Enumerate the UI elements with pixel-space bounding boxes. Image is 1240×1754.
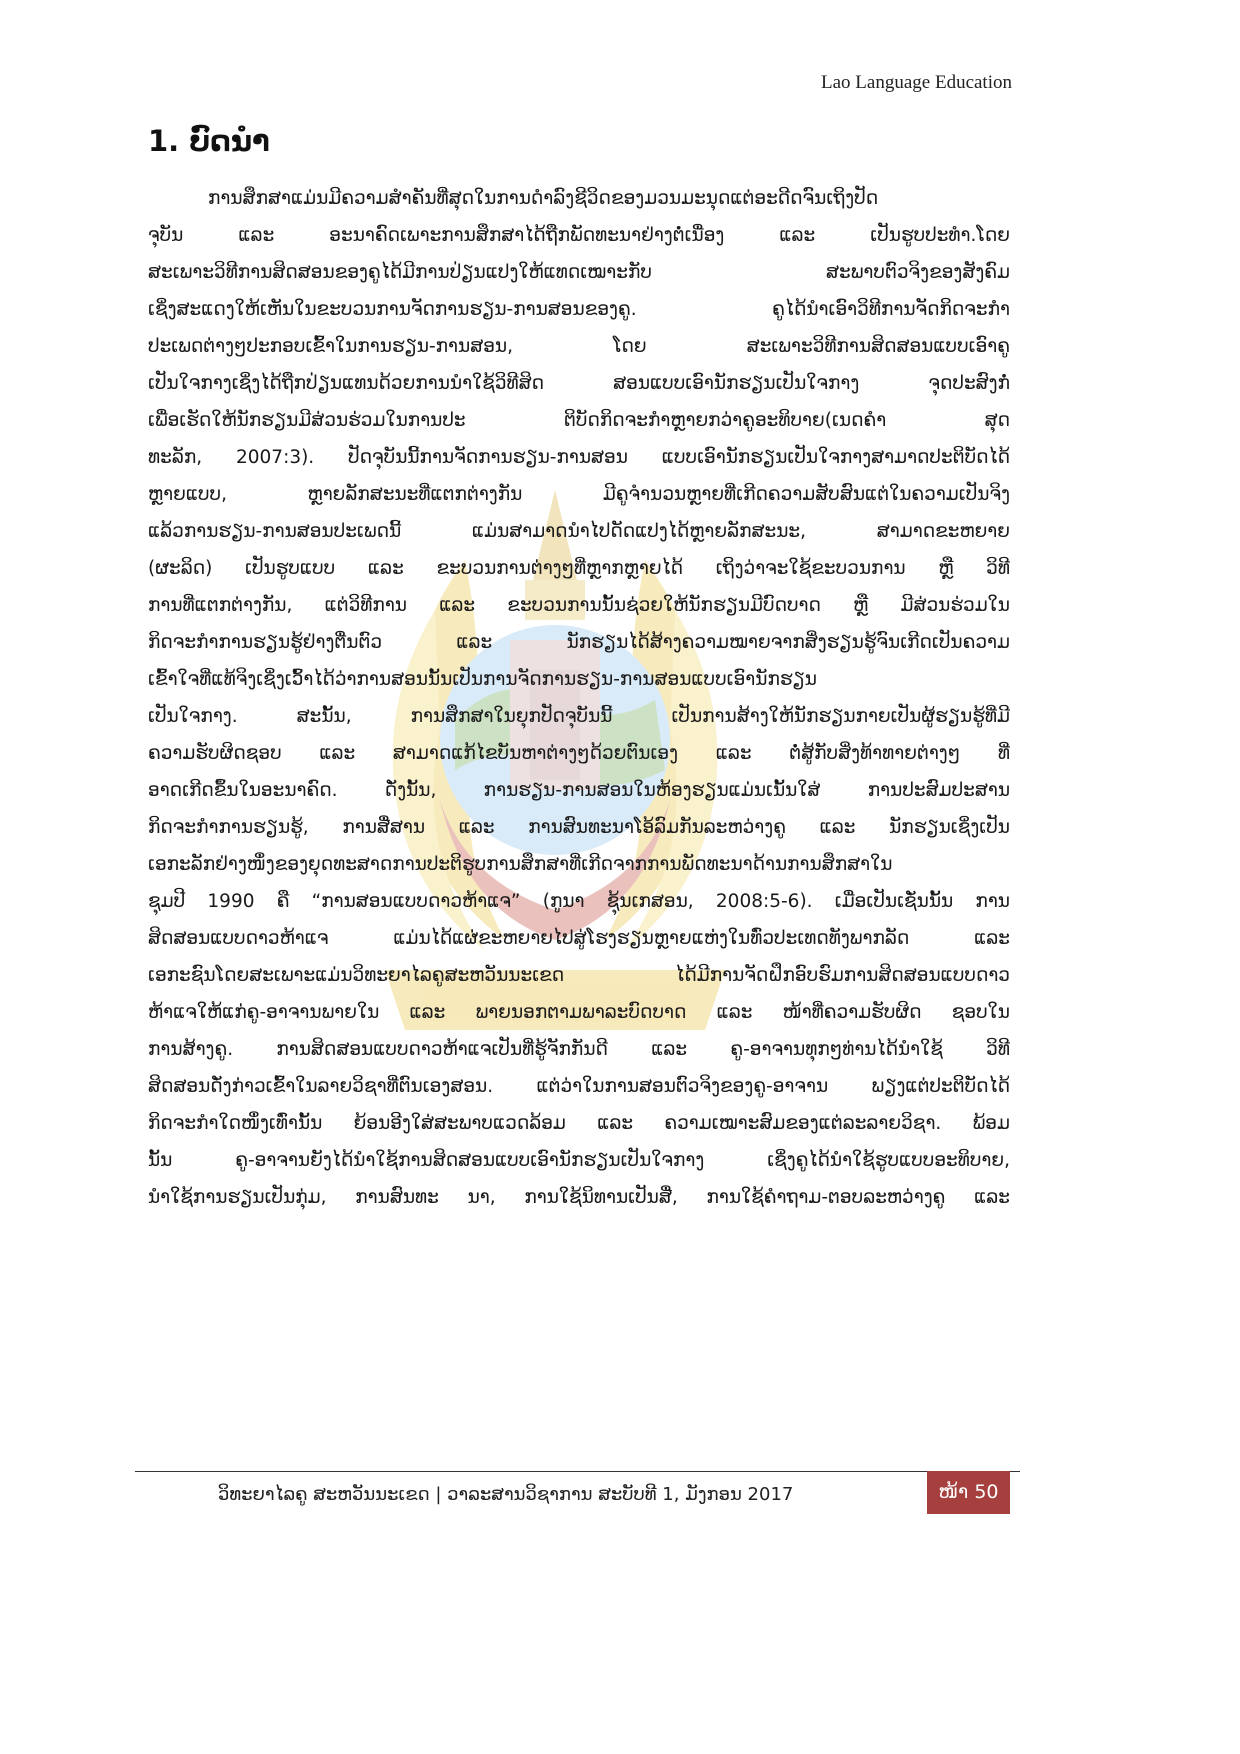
text-line: ຫຼາຍແບບ, ຫຼາຍລັກສະນະທີ່ແຕກຕ່າງກັນ ມີຄູຈຳນວນຫຼາຍທີ່ເກີດຄວາມສັບສົນແຕ່ໃນຄວາມເປັນຈິງ [148,484,1010,505]
text-line: ເປັນໃຈກາງ. ສະນັ້ນ, ການສຶກສາໃນຍຸກປັດຈຸບັນນີ້ ເປັນການສ້າງໃຫ້ນັກຮຽນກາຍເປັນຜູ້ຮຽນຮູ້ທີ່ມີ [148,706,1010,727]
text-line: ການສ້າງຄູ. ການສິດສອນແບບດາວຫ້າແຈເປັນທີ່ຮູ້ຈັກກັນດີ ແລະ ຄູ-ອາຈານທຸກໆທ່ານໄດ້ນຳໃຊ້ ວິທີ [148,1039,1010,1060]
text-line: ຄວາມຮັບຜິດຊອບ ແລະ ສາມາດແກ້ໄຂບັນຫາຕ່າງໆດ້ວຍຕົນເອງ ແລະ ຕໍ່ສູ້ກັບສິ່ງທ້າທາຍຕ່າງໆ ທີ່ [148,743,1010,764]
text-line: ແລ້ວການຮຽນ-ການສອນປະເພດນີ້ ແມ່ນສາມາດນຳໄປດັດແປງໄດ້ຫຼາຍລັກສະນະ, ສາມາດຂະຫຍາຍ [148,521,1010,542]
text-line: ອາດເກີດຂຶ້ນໃນອະນາຄົດ. ດັ່ງນັ້ນ, ການຮຽນ-ການສອນໃນຫ້ອງຮຽນແມ່ນເນັ້ນໃສ່ ການປະສົມປະສານ [148,780,1010,801]
text-line: ກິດຈະກຳການຮຽນຮູ້ຢ່າງຕື່ນຕົວ ແລະ ນັກຮຽນໄດ້ສ້າງຄວາມໝາຍຈາກສິ່ງຮຽນຮູ້ຈົນເກີດເປັນຄວາມ [148,632,1010,653]
page-number-badge: ໜ້າ 50 [927,1471,1010,1514]
text-line: ປະເພດຕ່າງໆປະກອບເຂົ້າໃນການຮຽນ-ການສອນ, ໂດຍ ສະເພາະວິທີການສິດສອນແບບເອົາຄູ [148,336,1010,357]
body-paragraph [148,180,1010,1216]
footer-divider [135,1471,1020,1472]
text-line: ທະລັກ, 2007:3). ປັດຈຸບັນນີ້ການຈັດການຮຽນ-ການສອນ ແບບເອົານັກຮຽນເປັນໃຈກາງສາມາດປະຕິບັດໄດ້ [148,447,1010,468]
text-line: ຊຸມປີ 1990 ຄື “ການສອນແບບດາວຫ້າແຈ” (ກູນາ ຊຸ້ນເກສອນ, 2008:5-6). ເມື່ອເປັນເຊັ່ນນັ້ນ ການ [148,891,1010,912]
text-line: ສິດສອນດັ່ງກ່າວເຂົ້າໃນລາຍວິຊາທີ່ຕົນເອງສອນ. ແຕ່ວ່າໃນການສອນຕົວຈິງຂອງຄູ-ອາຈານ ພຽງແຕ່ປະຕິບັດໄດ້ [148,1076,1010,1097]
section-title: 1. ບົດນຳ [148,124,270,158]
text-line: (ຜະລິດ) ເປັນຮູບແບບ ແລະ ຂະບວນການຕ່າງໆທີ່ຫຼາກຫຼາຍໄດ້ ເຖິງວ່າຈະໃຊ້ຂະບວນການ ຫຼື ວິທີ [148,558,1010,579]
text-line: ນຳໃຊ້ການຮຽນເປັນກຸ່ມ, ການສົນທະ ນາ, ການໃຊ້ນິທານເປັນສື່, ການໃຊ້ຄຳຖາມ-ຕອບລະຫວ່າງຄູ ແລະ [148,1187,1010,1208]
text-line: ນັ້ນ ຄູ-ອາຈານຍັງໄດ້ນຳໃຊ້ການສິດສອນແບບເອົານັກຮຽນເປັນໃຈກາງ ເຊິ່ງຄູໄດ້ນຳໃຊ້ຮູບແບບອະທິບາຍ, [148,1150,1010,1171]
running-header: Lao Language Education [821,72,1012,93]
text-line: ເຊິ່ງສະແດງໃຫ້ເຫັນໃນຂະບວນການຈັດການຮຽນ-ການສອນຂອງຄູ. ຄູໄດ້ນຳເອົາວິທີການຈັດກິດຈະກຳ [148,299,1010,320]
text-line: ການທີ່ແຕກຕ່າງກັນ, ແຕ່ວິທີການ ແລະ ຂະບວນການນັ້ນຊ່ວຍໃຫ້ນັກຮຽນມີບົດບາດ ຫຼື ມີສ່ວນຮ່ວມໃນ [148,595,1010,616]
text-line: ເພື່ອເຮັດໃຫ້ນັກຮຽນມີສ່ວນຮ່ວມໃນການປະ ຕິບັດກິດຈະກຳຫຼາຍກວ່າຄູອະທິບາຍ(ເນດຄຳ ສຸດ [148,410,1010,431]
text-line: ສິດສອນແບບດາວຫ້າແຈ ແມ່ນໄດ້ແຜ່ຂະຫຍາຍໄປສູ່ໂຮງຮຽນຫຼາຍແຫ່ງໃນທົ່ວປະເທດທັງພາກລັດ ແລະ [148,928,1010,949]
footer-journal-info: ວິທະຍາໄລຄູ ສະຫວັນນະເຂດ | ວາລະສານວິຊາການ ສະບັບທີ 1, ມັງກອນ 2017 [218,1484,794,1505]
text-line: ຫ້າແຈໃຫ້ແກ່ຄູ-ອາຈານພາຍໃນ ແລະ ພາຍນອກຕາມພາລະບົດບາດ ແລະ ໜ້າທີ່ຄວາມຮັບຜິດ ຊອບໃນ [148,1002,1010,1023]
text-line: ເອກະຊົນໂດຍສະເພາະແມ່ນວິທະຍາໄລຄູສະຫວັນນະເຂດ ໄດ້ມີການຈັດຝຶກອົບຮົມການສິດສອນແບບດາວ [148,965,1010,986]
text-line: ຈຸບັນ ແລະ ອະນາຄົດເພາະການສຶກສາໄດ້ຖືກພັດທະນາຢ່າງຕໍ່ເນື່ອງ ແລະ ເປັນຮູບປະທຳ.ໂດຍ [148,225,1010,246]
text-line: ການສຶກສາແມ່ນມີຄວາມສຳຄັນທີ່ສຸດໃນການດຳລົງຊີວິດຂອງມວນມະນຸດແຕ່ອະດີດຈົນເຖິງປັດ [208,188,879,209]
text-line: ເປັນໃຈກາງເຊິ່ງໄດ້ຖືກປ່ຽນແທນດ້ວຍການນຳໃຊ້ວິທີສິດ ສອນແບບເອົານັກຮຽນເປັນໃຈກາງ ຈຸດປະສົງກໍ່ [148,373,1010,394]
text-line: ເອກະລັກຢ່າງໜຶ່ງຂອງຍຸດທະສາດການປະຕິຮູບການສຶກສາທີ່ເກີດຈາກການພັດທະນາດ້ານການສຶກສາໃນ [148,854,893,875]
text-line: ກິດຈະກຳໃດໜຶ່ງເທົ່ານັ້ນ ຍ້ອນອີງໃສ່ສະພາບແວດລ້ອມ ແລະ ຄວາມເໝາະສົມຂອງແຕ່ລະລາຍວິຊາ. ພ້ອມ [148,1113,1010,1134]
text-line: ກິດຈະກຳການຮຽນຮູ້, ການສື່ສານ ແລະ ການສົນທະນາໂອ້ລົມກັນລະຫວ່າງຄູ ແລະ ນັກຮຽນເຊິ່ງເປັນ [148,817,1010,838]
text-line: ເຂົ້າໃຈທີ່ແທ້ຈິງເຊິ່ງເວົ້າໄດ້ວ່າການສອນນັ້ນເປັນການຈັດການຮຽນ-ການສອນແບບເອົານັກຮຽນ [148,669,817,690]
text-line: ສະເພາະວິທີການສິດສອນຂອງຄູໄດ້ມີການປ່ຽນແປງໃຫ້ແທດເໝາະກັບ ສະພາບຕົວຈິງຂອງສັງຄົມ [148,262,1010,283]
